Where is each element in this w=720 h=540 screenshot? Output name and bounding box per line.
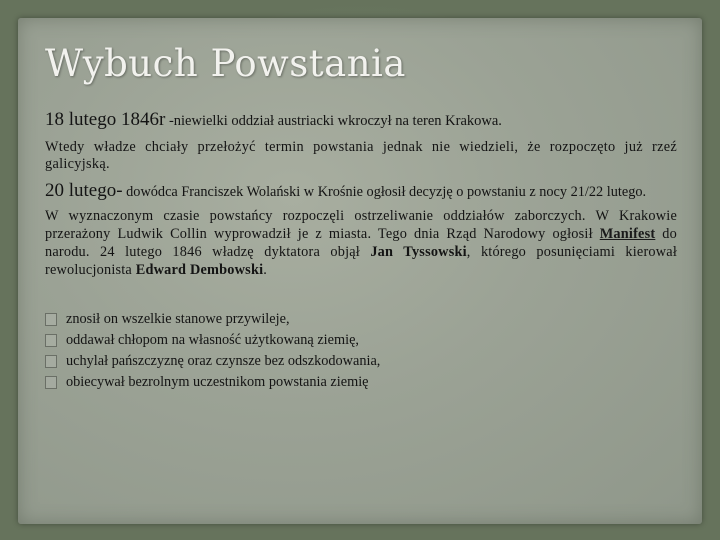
paragraph-date-1 — [45, 110, 677, 131]
slide-content — [45, 110, 677, 393]
paragraph-4-text-2: do narodu. 24 lutego 1846 władzę dyktatora objął — [45, 226, 677, 260]
paragraph-3-text: dowódca Franciszek Wolański w Krośnie ogłosił decyzję o powstaniu z nocy 21/22 lutego. — [122, 184, 647, 200]
paragraph-2: Wtedy władze chciały przełożyć termin powstania jednak nie wiedzieli, że rozpoczęto już rzeź galicyjską. — [45, 139, 677, 172]
bullet-text: znosił on wszelkie stanowe przywileje, — [66, 311, 290, 327]
name-dembowski: Edward Dembowski — [135, 262, 264, 278]
paragraph-1-text: -niewielki oddział austriacki wkroczył na teren Krakowa. — [165, 113, 502, 129]
paragraph-4 — [45, 207, 677, 279]
bullet-box-icon — [45, 334, 57, 347]
list-item — [45, 351, 677, 372]
list-item — [45, 309, 677, 330]
bullet-text: obiecywał bezrolnym uczestnikom powstania ziemię — [66, 374, 369, 390]
bullet-box-icon — [45, 355, 57, 368]
paragraph-date-2 — [45, 182, 677, 201]
bullet-list — [45, 309, 677, 393]
bullet-box-icon — [45, 376, 57, 389]
paragraph-4-text-1: W wyznaczonym czasie powstańcy rozpoczęli ostrzeliwanie oddziałów zaborczych. W Krakowie przerażony Ludwik Collin wyprowadził je z miasta. Tego dnia Rząd Narodowy ogłosił — [45, 208, 677, 242]
slide-title: Wybuch Powstania — [45, 42, 406, 85]
paragraph-4-text-4: . — [263, 262, 268, 278]
date-lead-1: 18 lutego 1846r — [45, 109, 166, 130]
manifest-link[interactable]: Manifest — [599, 226, 656, 242]
name-tyssowski: Jan Tyssowski — [370, 244, 467, 260]
bullet-text: uchylał pańszczyznę oraz czynsze bez odszkodowania, — [66, 353, 381, 369]
bullet-text: oddawał chłopom na własność użytkowaną ziemię, — [66, 332, 359, 348]
bullet-box-icon — [45, 313, 57, 326]
date-lead-2: 20 lutego- — [45, 180, 123, 201]
list-item — [45, 330, 677, 351]
paragraph-4-text-3: , którego posunięciami kierował rewolucjonista — [45, 244, 677, 278]
list-item — [45, 372, 677, 393]
